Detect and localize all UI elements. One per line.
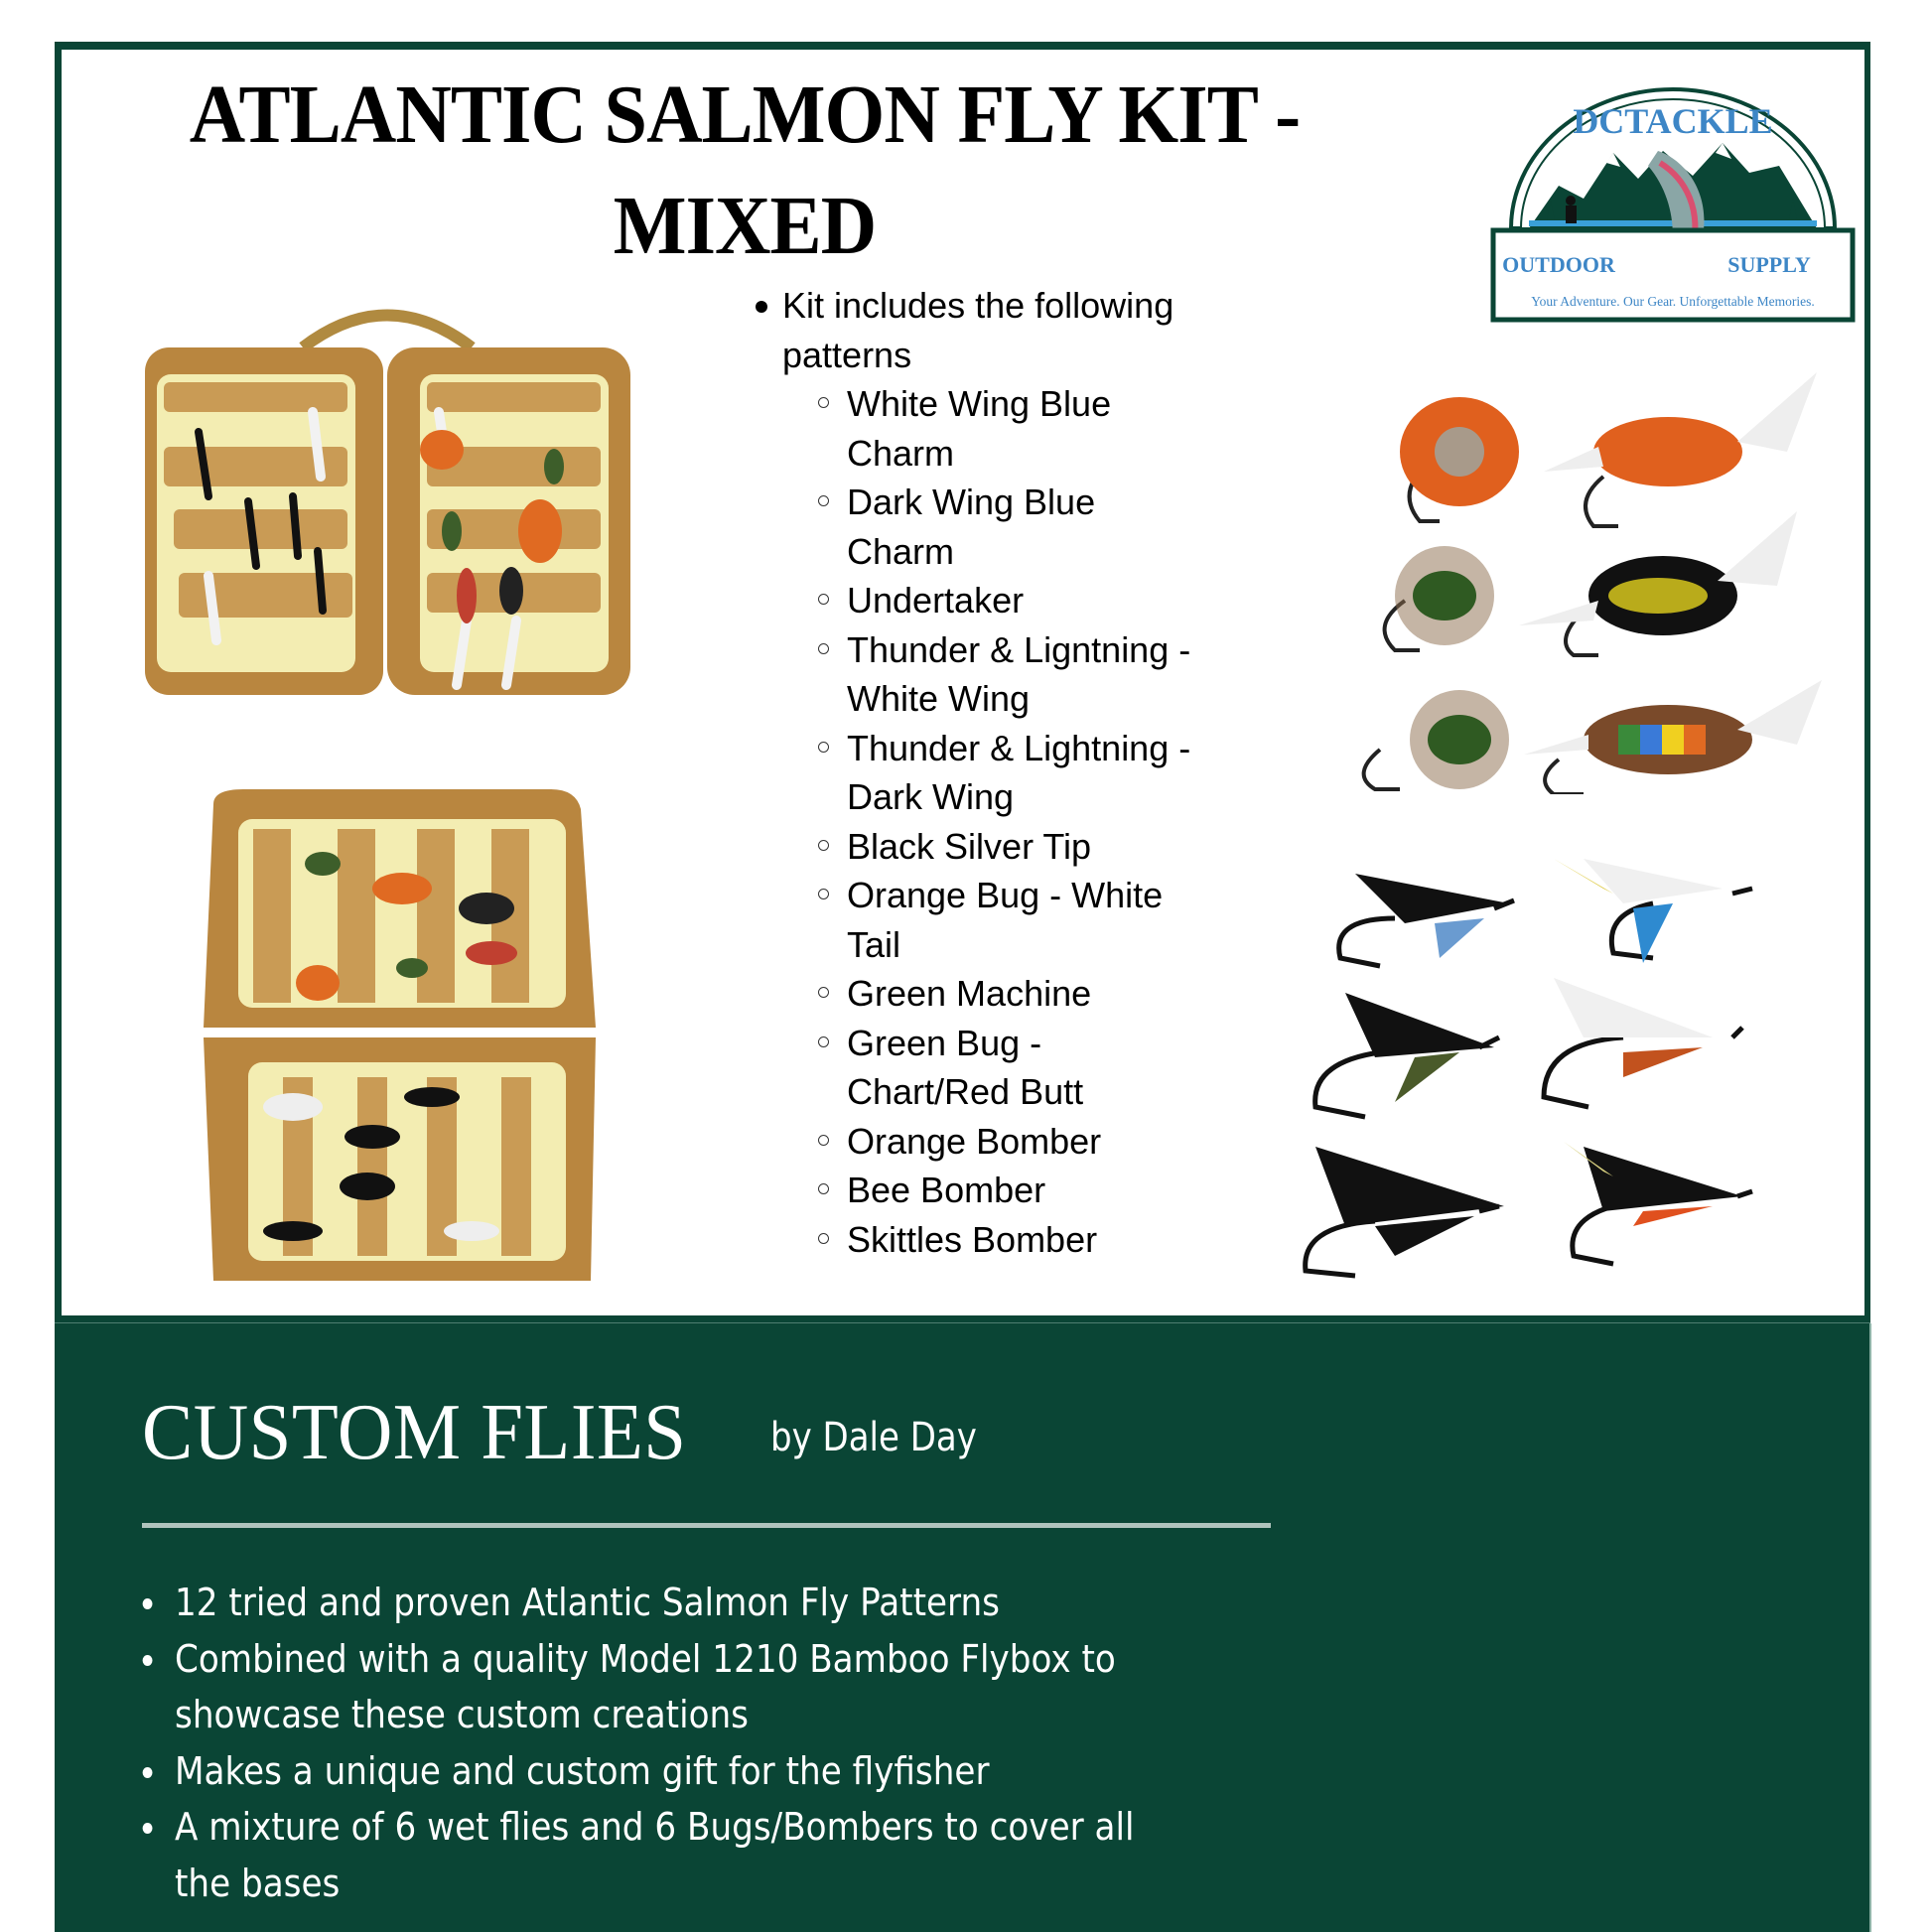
pattern-sublist: [753, 379, 1269, 1264]
pattern-name-line2: Tail: [847, 923, 901, 965]
pattern-item: [753, 1215, 1269, 1265]
feature-text: A mixture of 6 wet flies and 6 Bugs/Bombers to cover all the bases: [175, 1805, 1135, 1905]
pattern-item: [753, 969, 1269, 1019]
custom-flies-heading: CUSTOM FLIES: [142, 1389, 687, 1476]
wets-graphic: [1286, 829, 1787, 1286]
logo-supply-text: SUPPLY: [1727, 252, 1811, 277]
title-line-2: MIXED: [613, 180, 877, 272]
bug-bomber-flies-image: [1320, 352, 1822, 794]
dctackle-logo: [1489, 81, 1857, 325]
hollow-bullet-icon: [818, 1036, 829, 1047]
author-byline: by Dale Day: [770, 1415, 977, 1460]
feature-list: [139, 1575, 1311, 1911]
logo-outdoor-text: OUTDOOR: [1502, 252, 1615, 277]
section-divider: [142, 1523, 1271, 1528]
pattern-name-line1: Green Machine: [847, 973, 1092, 1014]
pattern-name-line1: Black Silver Tip: [847, 825, 1092, 867]
hollow-bullet-icon: [818, 1183, 829, 1194]
hollow-bullet-icon: [818, 1135, 829, 1146]
pattern-name-line1: White Wing Blue: [847, 383, 1112, 424]
hollow-bullet-icon: [818, 987, 829, 998]
flybox-graphic: [139, 303, 640, 740]
hollow-bullet-icon: [818, 1233, 829, 1244]
pattern-item: [753, 625, 1269, 724]
pattern-item: [753, 478, 1269, 576]
pattern-name-line1: Dark Wing Blue: [847, 482, 1096, 522]
hollow-bullet-icon: [818, 742, 829, 753]
kit-intro-item: [753, 281, 1269, 379]
wet-flies-image: [1286, 829, 1787, 1286]
feature-item: [139, 1799, 1193, 1911]
logo-tagline: Your Adventure. Our Gear. Unforgettable Memories.: [1531, 294, 1815, 309]
pattern-name-line2: Chart/Red Butt: [847, 1071, 1084, 1112]
pattern-name-line1: Skittles Bomber: [847, 1218, 1098, 1260]
hollow-bullet-icon: [818, 643, 829, 654]
bullet-icon: [143, 1655, 153, 1666]
kit-pattern-list: [753, 281, 1269, 1264]
pattern-name-line1: Undertaker: [847, 580, 1025, 621]
hollow-bullet-icon: [818, 594, 829, 605]
pattern-item: [753, 724, 1269, 822]
feature-text: Makes a unique and custom gift for the flyfisher: [175, 1748, 990, 1793]
feature-item: [139, 1631, 1193, 1743]
pattern-name-line2: Charm: [847, 432, 955, 474]
pattern-item: [753, 379, 1269, 478]
bugs-graphic: [1320, 352, 1822, 794]
pattern-name-line2: Charm: [847, 530, 955, 572]
page-title: [163, 60, 1326, 282]
pattern-name-line1: Orange Bomber: [847, 1120, 1102, 1162]
feature-item: [139, 1743, 1193, 1800]
pattern-name-line1: Orange Bug - White: [847, 875, 1164, 915]
pattern-name-line2: Dark Wing: [847, 776, 1015, 817]
pattern-item: [753, 1166, 1269, 1215]
bullet-icon: [143, 1767, 153, 1778]
pattern-item: [753, 1117, 1269, 1167]
flybox-graphic-2: [184, 779, 611, 1286]
feature-item: [139, 1575, 1193, 1631]
band-divider-line: [55, 1322, 1870, 1323]
bullet-icon: [143, 1598, 153, 1609]
pattern-item: [753, 1019, 1269, 1117]
pattern-name-line1: Bee Bomber: [847, 1170, 1046, 1210]
hollow-bullet-icon: [818, 397, 829, 408]
hollow-bullet-icon: [818, 495, 829, 506]
pattern-name-line1: Green Bug -: [847, 1022, 1042, 1063]
hollow-bullet-icon: [818, 840, 829, 851]
flybox-open-vertical-image: [139, 303, 640, 740]
kit-intro-line-1: Kit includes the following: [782, 285, 1174, 326]
pattern-name-line1: Thunder & Lightning -: [847, 727, 1191, 768]
feature-text: 12 tried and proven Atlantic Salmon Fly Patterns: [175, 1581, 1000, 1624]
logo-brand-text: DCTACKLE: [1573, 101, 1773, 141]
feature-text: Combined with a quality Model 1210 Bamboo Flybox to showcase these custom creations: [175, 1636, 1116, 1736]
kit-intro-line-2: patterns: [782, 334, 912, 375]
frame-right-edge: [1869, 1323, 1871, 1932]
bullet-icon: [756, 301, 767, 313]
logo-graphic: [1489, 81, 1857, 325]
hollow-bullet-icon: [818, 889, 829, 899]
pattern-name-line2: White Wing: [847, 678, 1031, 719]
bullet-icon: [143, 1823, 153, 1834]
pattern-name-line1: Thunder & Ligntning -: [847, 628, 1191, 670]
pattern-item: [753, 576, 1269, 625]
flybox-open-horizontal-image: [184, 779, 611, 1286]
title-line-1: ATLANTIC SALMON FLY KIT -: [189, 69, 1301, 161]
pattern-item: [753, 822, 1269, 872]
pattern-item: [753, 871, 1269, 969]
